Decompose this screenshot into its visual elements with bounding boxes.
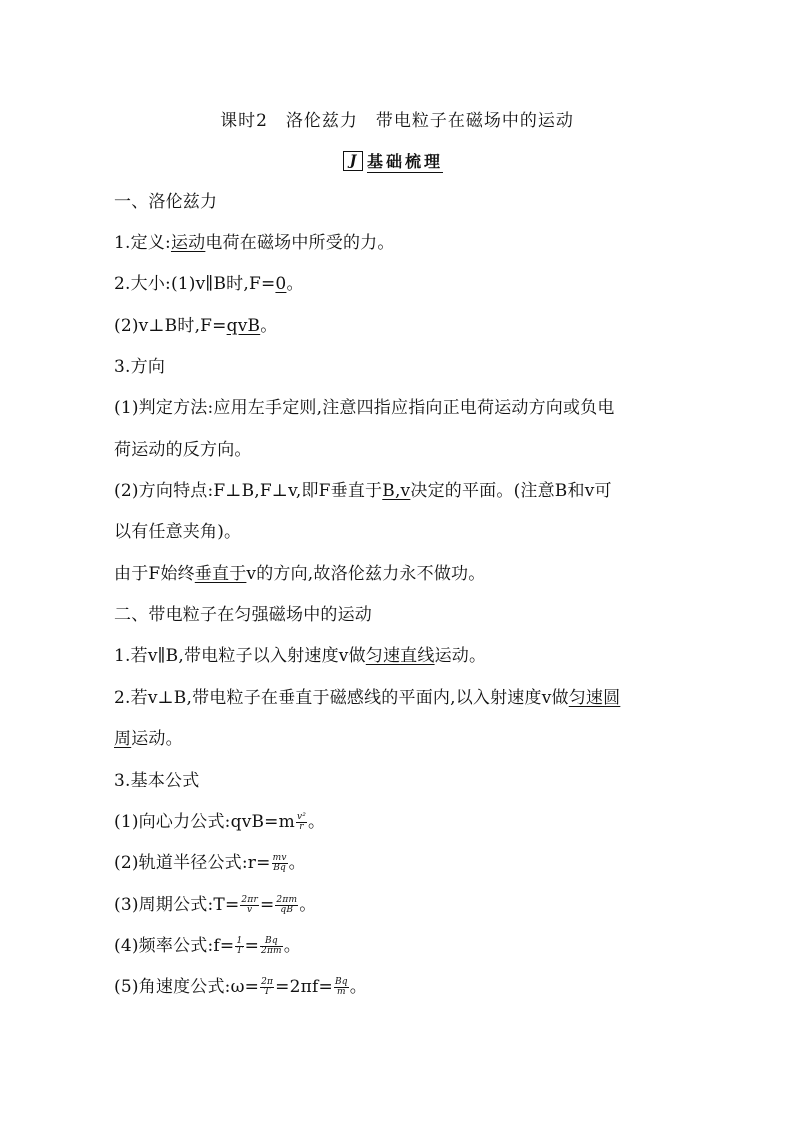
page-title: 课时2 洛伦兹力 带电粒子在磁场中的运动: [220, 111, 574, 131]
fraction: $\frac{Bq}{m}$: [334, 977, 348, 997]
direction-rule-line-2: 荷运动的反方向。: [114, 440, 252, 460]
direction-heading: 3.方向: [114, 357, 166, 377]
section2-heading: 二、带电粒子在匀强磁场中的运动: [114, 605, 372, 625]
fraction: $\frac{2\pi r}{v}$: [241, 895, 258, 915]
magnitude-line-1: 2.大小:(1)v∥B时,F=0。: [114, 274, 304, 294]
badge-text: 基础梳理: [367, 149, 443, 173]
definition-line: 1.定义:运动电荷在磁场中所受的力。: [114, 233, 395, 253]
fraction: $\frac{\text{v²}}{r}$: [296, 812, 307, 832]
parallel-case-line: 1.若v∥B,带电粒子以入射速度v做匀速直线运动。: [114, 646, 487, 666]
j-logo-icon: J: [343, 151, 363, 171]
fraction: $\frac{Bq}{2\pi m}$: [261, 936, 282, 956]
formula-period: (3)周期公式:T= $\frac{2\pi r}{v}$ = $\frac{2\pi m}{qB}$ 。: [114, 895, 317, 915]
section-badge: [343, 149, 443, 173]
section1-heading: 一、洛伦兹力: [114, 192, 218, 212]
direction-feature-line-2: 以有任意夹角)。: [114, 522, 242, 542]
magnitude-line-2: (2)v⊥B时,F=qvB。: [114, 316, 278, 336]
formula-frequency: (4)频率公式:f= $\frac{1}{T}$ = $\frac{Bq}{2\pi m}$ 。: [114, 936, 301, 956]
fraction: $\frac{1}{T}$: [236, 936, 243, 956]
formula-radius: (2)轨道半径公式:r= $\frac{mv}{Bq}$ 。: [114, 853, 306, 873]
fraction: $\frac{mv}{Bq}$: [272, 853, 287, 873]
perpendicular-case-line-2: 周运动。: [114, 729, 183, 749]
basic-formulas-heading: 3.基本公式: [114, 771, 200, 791]
work-line: 由于F始终垂直于v的方向,故洛伦兹力永不做功。: [114, 564, 486, 584]
fraction: $\frac{2\pi}{T}$: [261, 977, 274, 997]
formula-angular-velocity: (5)角速度公式:ω= $\frac{2\pi}{T}$ =2πf= $\frac{Bq}{m}$ 。: [114, 977, 367, 997]
perpendicular-case-line-1: 2.若v⊥B,带电粒子在垂直于磁感线的平面内,以入射速度v做匀速圆: [114, 688, 621, 708]
direction-feature-line-1: (2)方向特点:F⊥B,F⊥v,即F垂直于B,v决定的平面。(注意B和v可: [114, 481, 612, 501]
direction-rule-line-1: (1)判定方法:应用左手定则,注意四指应指向正电荷运动方向或负电: [114, 398, 615, 418]
formula-centripetal: (1)向心力公式:qvB=m $\frac{\text{v²}}{r}$ 。: [114, 812, 326, 832]
fraction: $\frac{2\pi m}{qB}$: [276, 895, 298, 915]
